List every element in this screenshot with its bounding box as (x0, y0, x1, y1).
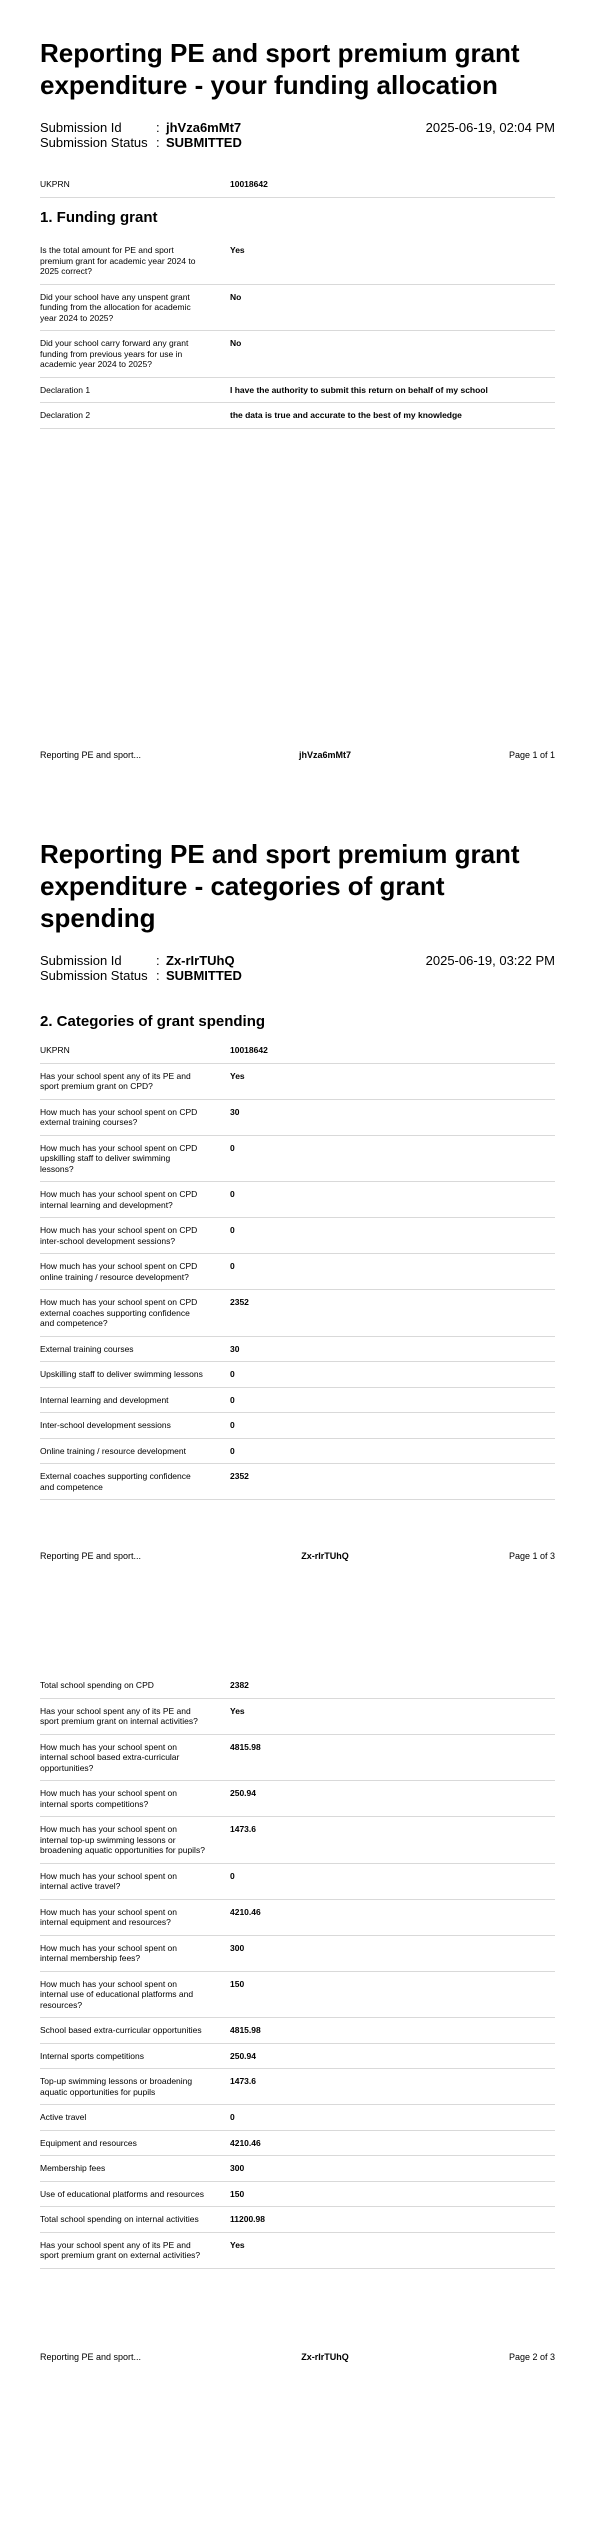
answer-value: 2382 (230, 1680, 249, 1690)
question-label: Online training / resource development (40, 1445, 186, 1456)
question-label: UKPRN (40, 1045, 70, 1055)
question-label: How much has your school spent on CPD external coaches supporting confidence and competence? (40, 1297, 198, 1328)
table-row (40, 403, 555, 429)
answer-value: 300 (230, 2163, 245, 2173)
question-label: How much has your school spent on internal active travel? (40, 1870, 178, 1891)
table-row (40, 1900, 555, 1936)
submission-status-label: Submission Status (40, 968, 148, 983)
table-row (40, 1972, 555, 2019)
table-row (40, 1817, 555, 1864)
question-label: Is the total amount for PE and sport premium grant for academic year 2024 to 2025 correct? (40, 245, 196, 276)
answer-value: 0 (230, 1189, 235, 1199)
answer-value: Yes (230, 2239, 245, 2250)
question-label: School based extra-curricular opportunities (40, 2025, 202, 2035)
answer-value: 2352 (230, 1297, 249, 1307)
table-row (40, 331, 555, 378)
table-row (40, 2207, 555, 2233)
table-row (40, 1254, 555, 1290)
question-label: Membership fees (40, 2163, 106, 2173)
answer-value: 250.94 (230, 2050, 256, 2061)
answer-value: 0 (230, 1394, 235, 1405)
table-row (40, 2069, 555, 2105)
separator: : (156, 968, 160, 983)
table-row (40, 1182, 555, 1218)
answer-value: the data is true and accurate to the best of my knowledge (230, 410, 462, 420)
answer-value: 300 (230, 1942, 245, 1953)
answer-value: 2352 (230, 1471, 249, 1481)
question-label: Did your school have any unspent grant funding from the allocation for academic year 2024 to 2025? (40, 291, 191, 323)
table-row (40, 2131, 555, 2157)
page-footer (40, 2352, 555, 2362)
table-row (40, 1936, 555, 1972)
footer-doc-name: Reporting PE and sport... (40, 2352, 142, 2362)
table-row (40, 1413, 555, 1439)
submission-datetime: 2025-06-19, 03:22 PM (425, 953, 555, 968)
footer-submission-id: jhVza6mMt7 (299, 750, 352, 760)
answer-value: 150 (230, 1978, 245, 1989)
question-label: Top-up swimming lessons or broadening aquatic opportunities for pupils (40, 2076, 193, 2097)
table-row (40, 1388, 555, 1414)
separator: : (156, 953, 160, 968)
question-label: How much has your school spent on CPD internal learning and development? (40, 1189, 198, 1210)
question-label: How much has your school spent on internal school based extra-curricular opportunities? (40, 1741, 180, 1773)
submission-id-label: Submission Id (40, 953, 122, 968)
answer-value: 150 (230, 2188, 245, 2199)
question-label: Inter-school development sessions (40, 1420, 171, 1430)
table-row (40, 1464, 555, 1500)
footer-page-number: Page 1 of 3 (508, 1551, 555, 1561)
question-label: How much has your school spent on CPD online training / resource development? (40, 1261, 198, 1282)
question-label: Internal learning and development (40, 1394, 169, 1405)
categories-table (40, 1038, 555, 1500)
answer-value: 30 (230, 1343, 240, 1354)
footer-doc-name: Reporting PE and sport... (40, 750, 142, 760)
answer-value: No (230, 338, 242, 348)
answer-value: 4210.46 (230, 2137, 261, 2148)
table-row (40, 285, 555, 332)
question-label: How much has your school spent on CPD external training courses? (40, 1106, 198, 1127)
answer-value: 1473.6 (230, 1824, 256, 1834)
question-label: Active travel (40, 2112, 87, 2122)
table-row (40, 2018, 555, 2044)
question-label: External coaches supporting confidence and competence (40, 1471, 191, 1492)
answer-value: 250.94 (230, 1788, 256, 1798)
answer-value: Yes (230, 245, 245, 255)
answer-value: 11200.98 (230, 2214, 265, 2224)
table-row (40, 1218, 555, 1254)
submission-status: SUBMITTED (166, 968, 242, 983)
page-footer (40, 1551, 555, 1561)
ukprn-label: UKPRN (40, 179, 70, 189)
answer-value: 0 (230, 1870, 235, 1881)
table-row (40, 1136, 555, 1183)
question-label: External training courses (40, 1343, 134, 1354)
question-label: Total school spending on internal activities (40, 2214, 199, 2224)
table-row (40, 1673, 555, 1699)
question-label: Has your school spent any of its PE and sport premium grant on external activities? (40, 2239, 201, 2260)
question-label: How much has your school spent on internal use of educational platforms and resources? (40, 1978, 194, 2010)
table-row (40, 2044, 555, 2070)
table-row (40, 1699, 555, 1735)
table-row (40, 1337, 555, 1363)
question-label: How much has your school spent on internal equipment and resources? (40, 1906, 178, 1927)
submission-status-row (40, 135, 555, 150)
table-row (40, 2156, 555, 2182)
question-label: How much has your school spent on internal top-up swimming lessons or broadening aquatic opportunities for pupils? (40, 1824, 205, 1855)
footer-submission-id: Zx-rIrTUhQ (301, 2352, 349, 2362)
answer-value: 10018642 (230, 1045, 268, 1055)
table-row (40, 1290, 555, 1337)
question-label: Did your school carry forward any grant funding from previous years for use in academic year 2024 to 2025? (40, 338, 189, 369)
submission-id-label: Submission Id (40, 120, 122, 135)
separator: : (156, 120, 160, 135)
submission-status: SUBMITTED (166, 135, 242, 150)
page-title: Reporting PE and sport premium grant expenditure - your funding allocation (40, 38, 520, 100)
footer-doc-name: Reporting PE and sport... (40, 1551, 142, 1561)
table-row (40, 2182, 555, 2208)
question-label: Equipment and resources (40, 2137, 137, 2148)
submission-status-label: Submission Status (40, 135, 148, 150)
ukprn-row (40, 172, 555, 198)
section-title: 1. Funding grant (40, 209, 158, 226)
question-label: How much has your school spent on CPD inter-school development sessions? (40, 1225, 198, 1246)
answer-value: 0 (230, 1369, 235, 1379)
question-label: Declaration 1 (40, 384, 91, 395)
answer-value: 30 (230, 1106, 240, 1117)
table-row (40, 1064, 555, 1100)
question-label: How much has your school spent on internal sports competitions? (40, 1788, 178, 1809)
table-row (40, 1100, 555, 1136)
submission-info (40, 120, 555, 150)
question-label: How much has your school spent on CPD upskilling staff to deliver swimming lessons? (40, 1142, 198, 1174)
answer-value: No (230, 291, 242, 302)
separator: : (156, 135, 160, 150)
table-row (40, 378, 555, 404)
page-title: Reporting PE and sport premium grant expenditure - categories of grant spending (40, 839, 520, 933)
question-label: How much has your school spent on internal membership fees? (40, 1942, 178, 1963)
question-label: Has your school spent any of its PE and sport premium grant on internal activities? (40, 1705, 198, 1726)
answer-value: Yes (230, 1705, 245, 1716)
ukprn-value: 10018642 (230, 179, 268, 189)
question-label: Internal sports competitions (40, 2050, 144, 2061)
footer-submission-id: Zx-rIrTUhQ (301, 1551, 349, 1561)
footer-page-number: Page 2 of 3 (508, 2352, 555, 2362)
question-label: Declaration 2 (40, 410, 91, 420)
table-row (40, 1038, 555, 1064)
table-row (40, 2105, 555, 2131)
answer-value: 4815.98 (230, 2025, 261, 2035)
submission-status-row (40, 968, 555, 983)
table-row (40, 1781, 555, 1817)
answer-value: Yes (230, 1070, 245, 1081)
submission-datetime: 2025-06-19, 02:04 PM (425, 120, 555, 135)
submission-info (40, 953, 555, 983)
answer-value: 1473.6 (230, 2076, 256, 2086)
question-label: Has your school spent any of its PE and sport premium grant on CPD? (40, 1070, 191, 1091)
answer-value: 0 (230, 1420, 235, 1430)
question-label: Upskilling staff to deliver swimming lessons (40, 1369, 203, 1379)
answer-value: 4210.46 (230, 1906, 261, 1917)
table-row (40, 1864, 555, 1900)
answer-value: 0 (230, 1225, 235, 1235)
answer-value: 0 (230, 1445, 235, 1456)
ukprn-block (40, 172, 555, 198)
table-row (40, 238, 555, 285)
answer-value: 4815.98 (230, 1741, 261, 1752)
table-row (40, 1735, 555, 1782)
page-footer (40, 750, 555, 760)
submission-id: Zx-rIrTUhQ (166, 953, 235, 968)
question-label: Use of educational platforms and resources (40, 2188, 204, 2199)
submission-id: jhVza6mMt7 (166, 120, 242, 135)
table-row (40, 2233, 555, 2269)
funding-grant-table (40, 238, 555, 429)
table-row (40, 1362, 555, 1388)
answer-value: 0 (230, 1261, 235, 1271)
table-row (40, 1439, 555, 1465)
answer-value: 0 (230, 2112, 235, 2122)
answer-value: I have the authority to submit this return on behalf of my school (230, 384, 488, 395)
section-title: 2. Categories of grant spending (40, 1013, 266, 1030)
question-label: Total school spending on CPD (40, 1680, 154, 1690)
categories-table-continued (40, 1673, 555, 2269)
footer-page-number: Page 1 of 1 (508, 750, 555, 760)
answer-value: 0 (230, 1142, 235, 1153)
